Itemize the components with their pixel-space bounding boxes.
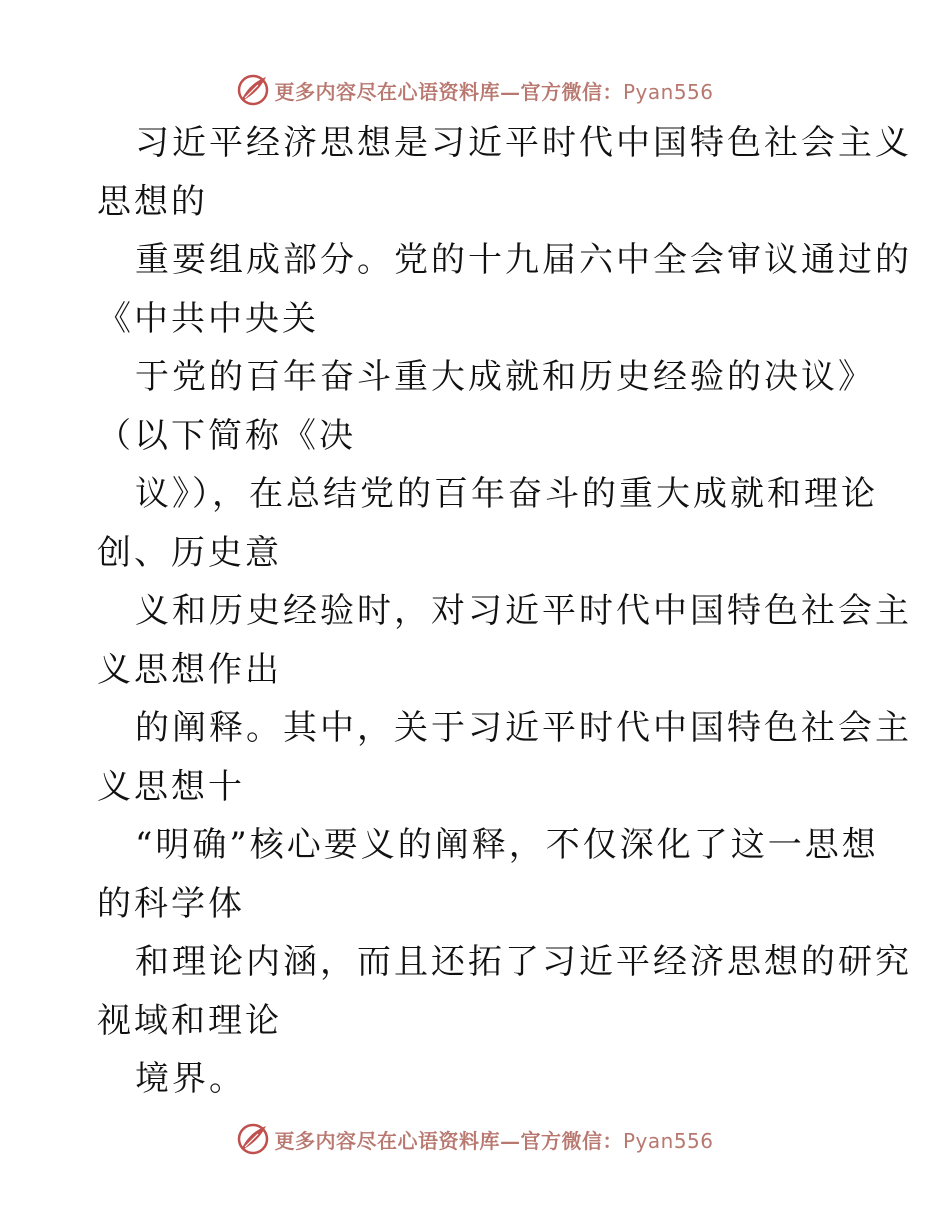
text-line: 《中共中央关 [97,298,319,339]
text-line: 议》），在总结党的百年奋斗的重大成就和理论 [135,474,878,514]
banner-text: 更多内容尽在心语资料库—官方微信：Pyan556 [274,1128,714,1153]
text-line: 义思想十 [97,766,245,807]
header-banner [0,68,950,112]
quill-pen-icon [236,73,270,107]
text-line: 创、历史意 [97,532,282,573]
text-line: 重要组成部分。党的十九届六中全会审议通过的 [135,240,912,280]
text-line: 思想的 [97,181,208,222]
quill-pen-icon [236,1122,270,1156]
text-line: 视域和理论 [97,1000,282,1041]
text-line: “明确”核心要义的阐释，不仅深化了这一思想 [135,825,879,865]
text-line: 于党的百年奋斗重大成就和历史经验的决议》 [135,357,875,397]
text-line: 境界。 [135,1059,246,1099]
text-line: 的阐释。其中，关于习近平时代中国特色社会主 [135,708,912,748]
document-body [97,114,912,1109]
banner-text: 更多内容尽在心语资料库—官方微信：Pyan556 [274,79,714,104]
text-line: （以下简称《决 [97,415,356,456]
text-line: 和理论内涵，而且还拓了习近平经济思想的研究 [135,942,912,982]
footer-banner [0,1117,950,1161]
text-line: 习近平经济思想是习近平时代中国特色社会主义 [135,123,912,163]
text-line: 义和历史经验时，对习近平时代中国特色社会主 [135,591,912,631]
text-line: 义思想作出 [97,649,282,690]
text-line: 的科学体 [97,883,245,924]
